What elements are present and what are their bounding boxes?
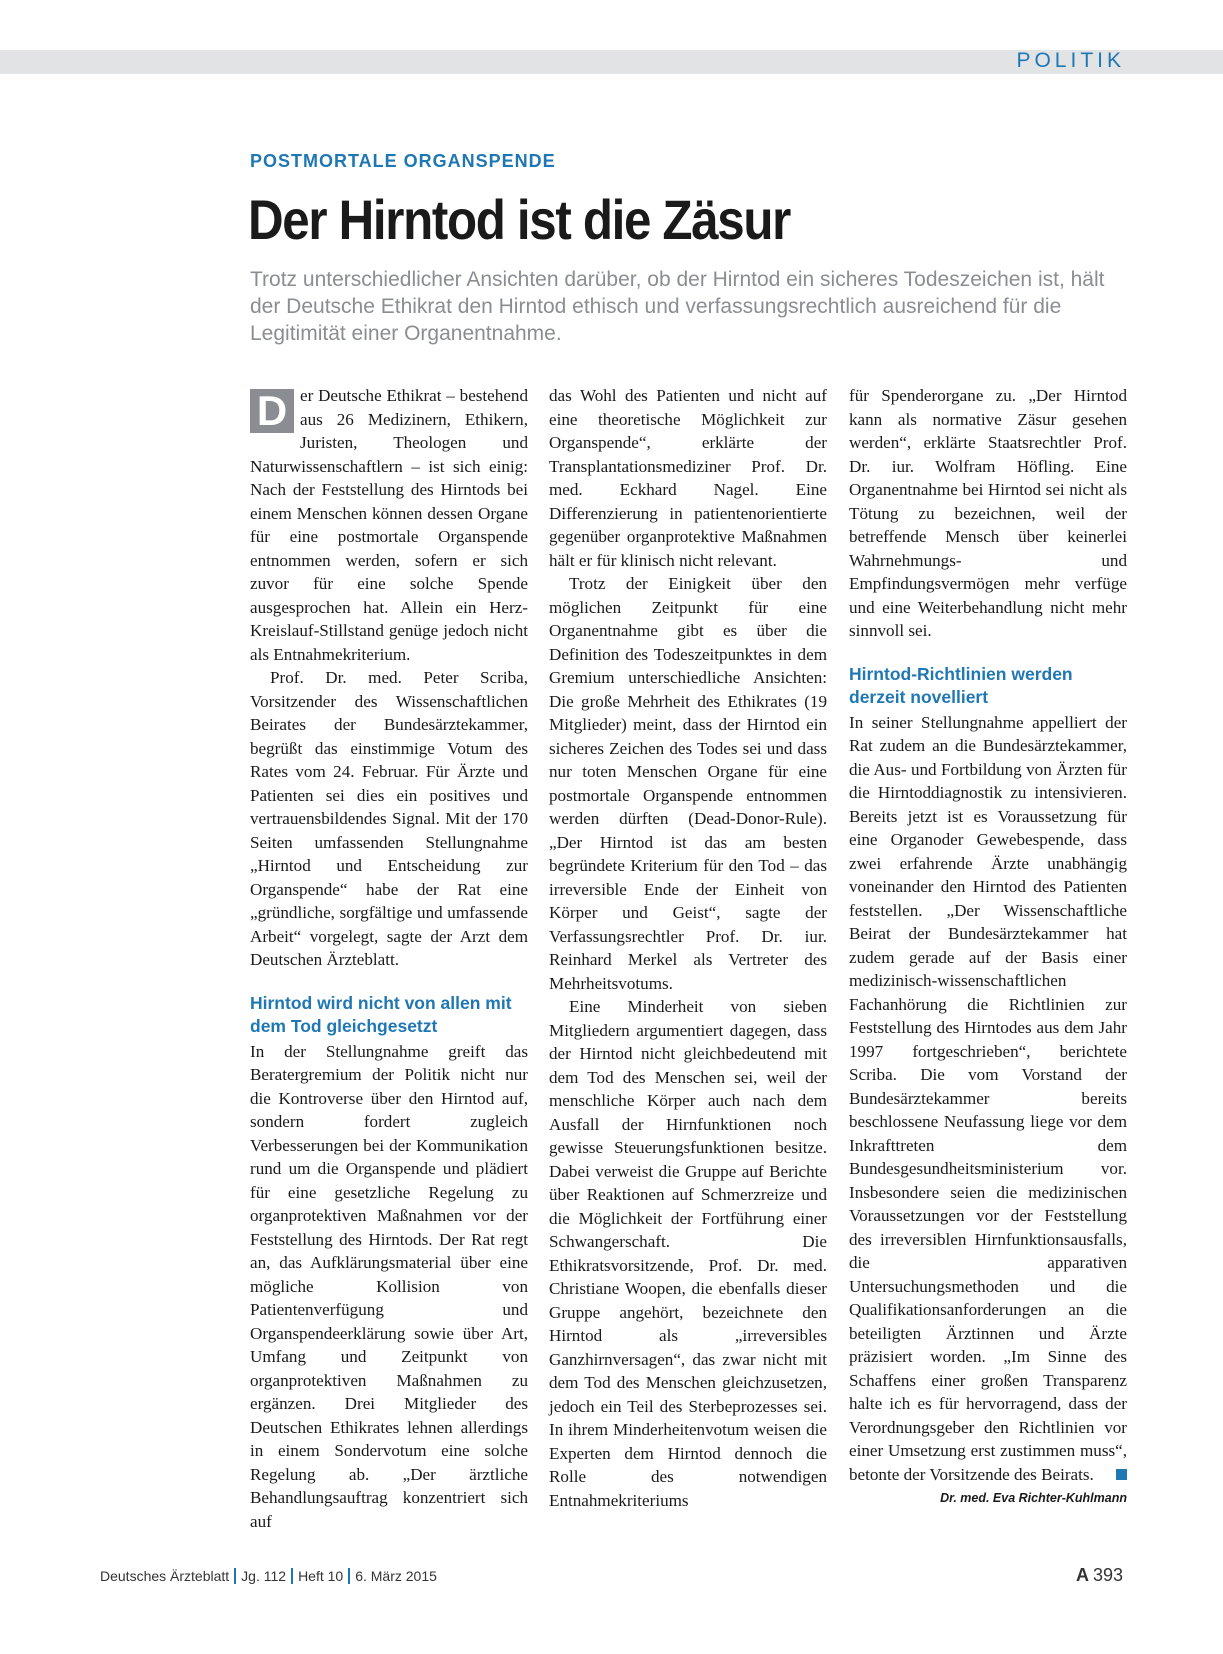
journal-name: Deutsches Ärzteblatt xyxy=(100,1568,230,1584)
author-byline: Dr. med. Eva Richter-Kuhlmann xyxy=(940,1491,1127,1505)
page-number-value: 393 xyxy=(1092,1565,1123,1585)
text-column-2 xyxy=(549,384,827,1512)
paragraph: für Spenderorgane zu. „Der Hirntod kann als normative Zäsur gesehen werden“, erklärte Staatsrechtler Prof. Dr. iur. Wolfram Höfling. Eine Organentnahme bei Hirntod sei nicht als Tötung zu bezeichnen, weil der betreffende Mensch über keinerlei Wahrnehmungs- und Empfindungsvermögen mehr verfüge und eine Weiterbehandlung nicht mehr sinnvoll sei. xyxy=(849,386,1127,640)
text-column-1 xyxy=(250,384,528,1533)
paragraph: Trotz der Einigkeit über den möglichen Zeitpunkt für eine Organentnahme gibt es über die Definition des Todeszeitpunktes in dem Gremium unterschiedliche Ansichten: Die große Mehrheit des Ethikrates (19 Mitglieder) meint, dass der Hirntod ein sicheres Zeichen des Todes sei und dass nur toten Menschen Organe für eine postmortale Organspende entnommen werden dürften (Dead-Donor-Rule). „Der Hirntod ist das am besten begründete Kriterium für den Tod – das irreversible Ende der Einheit von Körper und Geist“, sagte der Verfassungsrechtler Prof. Dr. iur. Reinhard Merkel als Vertreter des Mehrheitsvotums. xyxy=(549,574,827,993)
journal-issue: Heft 10 xyxy=(298,1568,344,1584)
page-footer xyxy=(100,1568,437,1584)
paragraph xyxy=(250,384,528,666)
divider xyxy=(234,1568,236,1584)
drop-cap: D xyxy=(250,389,294,433)
journal-date: 6. März 2015 xyxy=(355,1568,437,1584)
divider xyxy=(348,1568,350,1584)
page-prefix: A xyxy=(1075,1565,1089,1585)
paragraph: Eine Minderheit von sieben Mitgliedern argumentiert dagegen, dass der Hirntod nicht gleichbedeutend mit dem Tod des Menschen sei, weil der menschliche Körper auch nach dem Ausfall der Hirnfunktionen noch gewisse Steuerungsfunktionen besitze. Dabei verweist die Gruppe auf Berichte über Reaktionen auf Schmerzreize und die Möglichkeit der Fortführung einer Schwangerschaft. Die Ethikratsvorsitzende, Prof. Dr. med. Christiane Woopen, die ebenfalls dieser Gruppe angehört, bezeichnete den Hirntod als „irreversibles Ganzhirnversagen“, das zwar nicht mit dem Tod des Menschen gleichzusetzen, jedoch ein Teil des Sterbeprozesses sei. In ihrem Minderheitenvotum weisen die Experten dem Hirntod dennoch die Rolle des notwendigen Entnahmekriteriums xyxy=(549,997,827,1510)
subheading: Hirntod wird nicht von allen mit dem Tod gleichgesetzt xyxy=(250,992,512,1036)
paragraph: In der Stellungnahme greift das Beratergremium der Politik nicht nur die Kontroverse über den Hirntod auf, sondern fordert zugleich Verbesserungen bei der Kommunikation rund um die Organspende und plädiert für eine gesetzliche Regelung zu organprotektiven Maßnahmen vor der Feststellung des Hirntods. Der Rat regt an, das Aufklärungsmaterial über eine mögliche Kollision von Patientenverfügung und Organspendeerklärung sowie über Art, Umfang und Zeitpunkt von organprotektiven Maßnahmen zu ergänzen. Drei Mitglieder des Deutschen Ethikrates lehnen allerdings in einem Sondervotum eine solche Regelung ab. „Der ärztliche Behandlungsauftrag konzentriert sich auf xyxy=(250,1041,528,1531)
journal-volume: Jg. 112 xyxy=(241,1568,287,1584)
text-column-3 xyxy=(849,384,1127,1508)
page-number xyxy=(1076,1565,1123,1586)
paragraph-text: In seiner Stellungnahme appelliert der Rat zudem an die Bundesärztekammer, die Aus- und Fortbildung von Ärzten für die Hirntoddiagnostik zu intensivieren. Bereits jetzt ist es Voraussetzung für eine Organoder Gewebespende, dass zwei erfahrende Ärzte unabhängig voneinander den Hirntod des Patienten feststellen. „Der Wissenschaftliche Beirat der Bundesärztekammer hat zudem gerade auf der Basis einer medizinisch-wissenschaftlichen Fachanhörung die Richtlinien zur Feststellung des Hirntodes aus dem Jahr 1997 fortgeschrieben“, berichtete Scriba. Die vom Vorstand der Bundesärztekammer bereits beschlossene Neufassung liege vor dem Inkrafttreten dem Bundesgesundheitsministerium vor. Insbesondere seien die medizinischen Voraussetzungen vor der Feststellung des irreversiblen Hirnfunktionsausfalls, die apparativen Untersuchungsmethoden und die Qualifikationsanforderungen an die beteiligten Ärztinnen und Ärzte präzisiert worden. „Im Sinne des Schaffens einer großen Transparenz halte ich es für hervorragend, dass der Verordnungsgeber den Richtlinien vor einer Umsetzung erst zustimmen muss“, betonte der Vorsitzende des Beirats. xyxy=(849,712,1127,1484)
article-title: Der Hirntod ist die Zäsur xyxy=(248,188,791,251)
paragraph: das Wohl des Patienten und nicht auf eine theoretische Möglichkeit zur Organspende“, erklärte der Transplantationsmediziner Prof. Dr. med. Eckhard Nagel. Eine Differenzierung in patientenorientierte gegenüber organprotektive Maßnahmen hält er für klinisch nicht relevant. xyxy=(549,386,827,570)
section-label: POLITIK xyxy=(1016,49,1125,72)
paragraph xyxy=(849,711,1127,1487)
subheading: Hirntod-Richtlinien werden derzeit novelliert xyxy=(849,663,1073,707)
end-mark-icon xyxy=(1116,1469,1127,1480)
paragraph-text: er Deutsche Ethikrat – bestehend aus 26 Medizinern, Ethikern, Juristen, Theologen und Naturwissenschaftlern – ist sich einig: Nach der Feststellung des Hirntods bei einem Menschen können dessen Organe für eine postmortale Organspende entnommen werden, sofern er sich zuvor für eine solche Spende ausgesprochen hat. Allein ein Herz-Kreislauf-Stillstand genüge jedoch nicht als Entnahmekriterium. xyxy=(250,386,528,664)
divider xyxy=(291,1568,293,1584)
article-kicker: POSTMORTALE ORGANSPENDE xyxy=(250,151,556,171)
article-lead: Trotz unterschiedlicher Ansichten darüber, ob der Hirntod ein sicheres Todeszeichen ist, hält der Deutsche Ethikrat den Hirntod ethisch und verfassungsrechtlich ausreichend für die Legitimität einer Organentnahme. xyxy=(250,268,1105,345)
paragraph: Prof. Dr. med. Peter Scriba, Vorsitzender des Wissenschaftlichen Beirates der Bundesärztekammer, begrüßt das einstimmige Votum des Rates vom 24. Februar. Für Ärzte und Patienten sei dies ein positives und vertrauensbildendes Signal. Mit der 170 Seiten umfassenden Stellungnahme „Hirntod und Entscheidung zur Organspende“ habe der Rat eine „gründliche, sorgfältige und umfassende Arbeit“ vorgelegt, sagte der Arzt dem Deutschen Ärzteblatt. xyxy=(250,668,528,969)
